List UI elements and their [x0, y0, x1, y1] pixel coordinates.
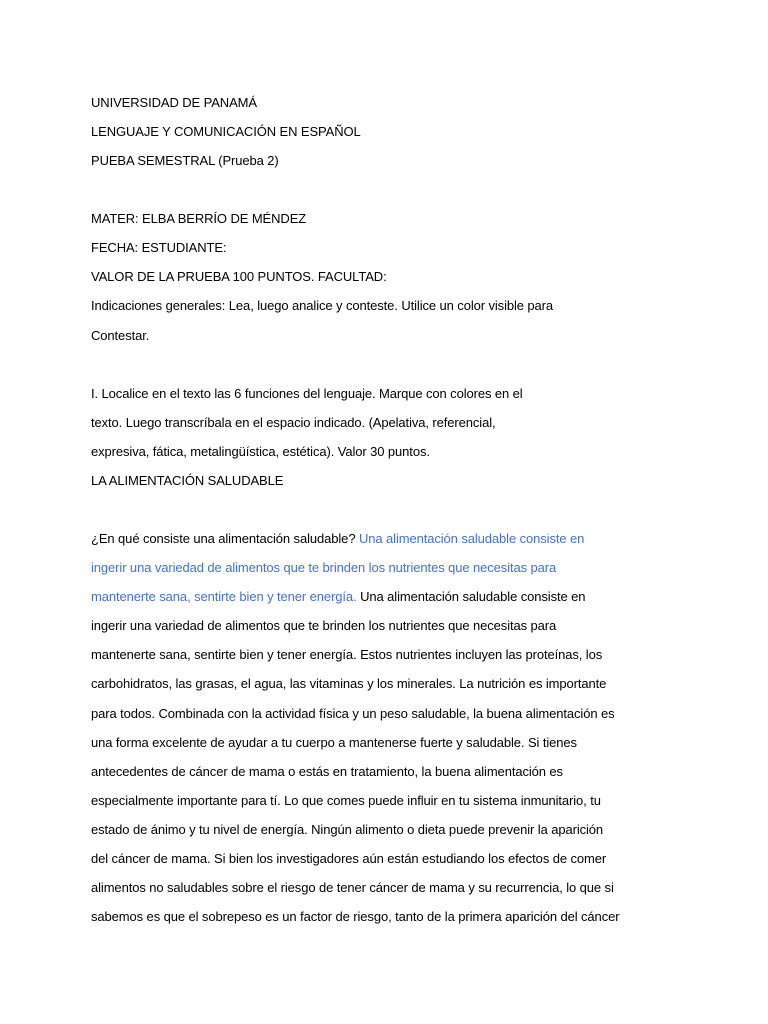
reading-line — [91, 589, 585, 605]
highlighted-text: ingerir una variedad de alimentos que te brinden los nutrientes que necesitas para — [91, 560, 557, 575]
reading-text: Una alimentación saludable consiste en — [356, 589, 586, 604]
reading-line: antecedentes de cáncer de mama o estás en tratamiento, la buena alimentación es — [91, 764, 563, 779]
university-name: UNIVERSIDAD DE PANAMÁ — [91, 95, 257, 110]
reading-line: una forma excelente de ayudar a tu cuerpo a mantenerse fuerte y saludable. Si tienes — [91, 735, 577, 750]
reading-line: del cáncer de mama. Si bien los investigadores aún están estudiando los efectos de comer — [91, 851, 607, 866]
section-instruction-line: texto. Luego transcríbala en el espacio indicado. (Apelativa, referencial, — [91, 415, 496, 430]
instructions-line: Contestar. — [91, 328, 150, 343]
reading-line: alimentos no saludables sobre el riesgo de tener cáncer de mama y su recurrencia, lo que si — [91, 880, 614, 895]
highlighted-text: Una alimentación saludable consiste en — [358, 531, 585, 546]
value-faculty-line: VALOR DE LA PRUEBA 100 PUNTOS. FACULTAD: — [91, 269, 387, 284]
teacher-line: MATER: ELBA BERRÍO DE MÉNDEZ — [91, 211, 307, 226]
course-name: LENGUAJE Y COMUNICACIÓN EN ESPAÑOL — [91, 124, 361, 139]
section-instruction-line: I. Localice en el texto las 6 funciones del lenguaje. Marque con colores en el — [91, 386, 523, 401]
reading-title: LA ALIMENTACIÓN SALUDABLE — [91, 473, 284, 488]
reading-line — [91, 560, 556, 576]
reading-line: sabemos es que el sobrepeso es un factor de riesgo, tanto de la primera aparición del cáncer — [91, 909, 620, 924]
reading-line: ingerir una variedad de alimentos que te brinden los nutrientes que necesitas para — [91, 618, 557, 633]
exam-title: PUEBA SEMESTRAL (Prueba 2) — [91, 153, 279, 168]
reading-line: mantenerte sana, sentirte bien y tener energía. Estos nutrientes incluyen las proteínas, los — [91, 647, 603, 662]
reading-line — [91, 531, 584, 547]
section-instruction-line: expresiva, fática, metalingüística, estética). Valor 30 puntos. — [91, 444, 430, 459]
reading-line: estado de ánimo y tu nivel de energía. Ningún alimento o dieta puede prevenir la aparición — [91, 822, 604, 837]
date-student-line: FECHA: ESTUDIANTE: — [91, 240, 227, 255]
instructions-line: Indicaciones generales: Lea, luego analice y conteste. Utilice un color visible para — [91, 298, 554, 313]
reading-text: ¿En qué consiste una alimentación saludable? — [91, 531, 359, 546]
reading-line: carbohidratos, las grasas, el agua, las vitaminas y los minerales. La nutrición es importante — [91, 676, 607, 691]
highlighted-text: mantenerte sana, sentirte bien y tener energía. — [91, 589, 357, 604]
reading-line: especialmente importante para tí. Lo que comes puede influir en tu sistema inmunitario, tu — [91, 793, 601, 808]
reading-line: para todos. Combinada con la actividad física y un peso saludable, la buena alimentación es — [91, 706, 615, 721]
